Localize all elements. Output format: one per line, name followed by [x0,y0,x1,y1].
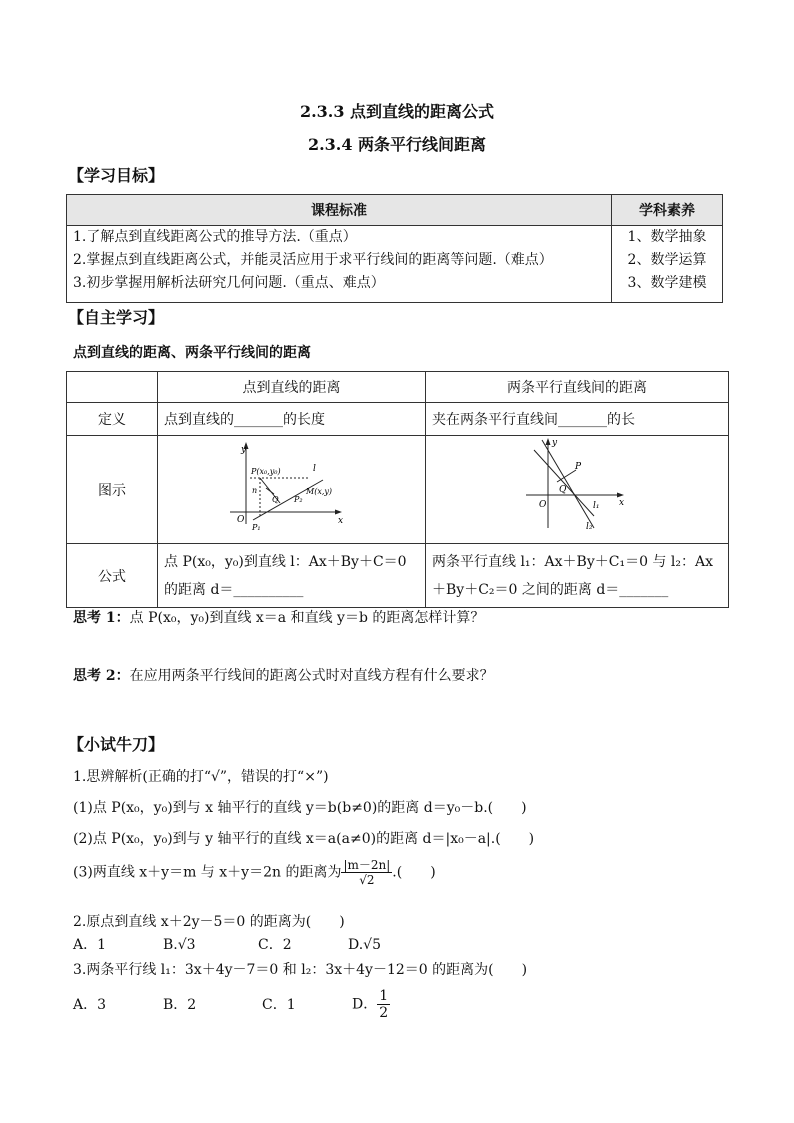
fig1-p-label: P(x₀,y₀) [251,467,281,476]
goal-literacy-3: 3、数学建模 [627,275,707,291]
goal-literacy-1: 1、数学抽象 [627,229,707,245]
fig2-l2-label: l₂ [586,522,593,532]
q3-d-den: 2 [379,1005,389,1021]
fig2-y-label: y [552,438,558,448]
section-self-study: 【自主学习】 [68,308,165,327]
q2-option-b: B.√3 [163,937,196,953]
question-3: 3.两条平行线 l₁：3x＋4y－7＝0 和 l₂：3x＋4y－12＝0 的距离为( ) [73,962,528,978]
question-1: 1.思辨解析(正确的打“√”，错误的打“×”) [73,769,329,785]
goal-table [66,194,723,303]
fig1-y-label: y [241,445,247,455]
compare-table [66,371,729,608]
question-2-options [73,934,381,954]
formula-point-line-2: 的距离 d＝__________ [164,581,304,598]
question-1a: (1)点 P(x₀，y₀)到与 x 轴平行的直线 y＝b(b≠0)的距离 d＝y₀－b.( ) [73,800,527,816]
fig1-q-label: Q [272,495,279,504]
fig2-l1-label: l₁ [593,501,600,511]
think-2-label: 思考 2： [73,668,130,684]
formula-point-line-1: 点 P(x₀，y₀)到直线 l：Ax＋By＋C＝0 [164,553,407,570]
question-1c-num: |m－2n| [343,858,391,872]
fig1-p2-label: P₂ [294,495,303,504]
question-1c-pre: (3)两直线 x＋y＝m 与 x＋y＝2n 的距离为 [73,864,342,881]
q3-option-d: D． [352,996,378,1013]
row-label-formula: 公式 [67,544,158,608]
definition-point: 点到直线的_______的长度 [158,403,426,436]
goal-standard-3: 3.初步掌握用解析法研究几何问题.（重点、难点） [73,275,385,291]
q3-option-a: A．3 [73,996,107,1013]
question-1c-post: .( ) [392,864,436,881]
section-trial: 【小试牛刀】 [68,735,165,754]
fig1-x-label: x [338,516,344,526]
q2-option-d: D.√5 [348,937,382,953]
page-title: 2.3.3 点到直线的距离公式 [299,102,495,121]
formula-parallel [426,544,729,608]
think-2-text: 在应用两条平行线间的距离公式时对直线方程有什么要求？ [129,668,494,684]
fig1-origin-label: O [237,515,245,525]
fig2-q-label: Q [559,485,567,495]
parallel-lines-diagram [426,436,728,539]
question-1c-den: √2 [359,873,375,887]
goal-literacy-2: 2、数学运算 [627,252,707,268]
question-1c [73,858,436,887]
figure-point-line [158,436,426,544]
q3-option-d-fraction [377,988,390,1021]
fig2-origin-label: O [539,500,547,510]
compare-header-parallel: 两条平行直线间的距离 [426,372,729,403]
q2-option-a: A．1 [73,937,107,953]
definition-parallel: 夹在两条平行直线间_______的长 [426,403,729,436]
question-3-options [73,988,390,1021]
goal-standards [67,226,612,303]
question-1c-fraction [341,858,392,887]
fig2-p-label: P [575,462,582,472]
goal-header-literacy: 学科素养 [612,195,723,226]
formula-parallel-2: ＋By＋C₂＝0 之间的距离 d＝_______ [432,581,669,598]
figure-parallel-lines [426,436,729,544]
think-1-text: 点 P(x₀，y₀)到直线 x＝a 和直线 y＝b 的距离怎样计算？ [129,610,485,626]
row-label-definition: 定义 [67,403,158,436]
q3-option-c: C．1 [262,996,296,1013]
q2-option-c: C．2 [258,937,292,953]
row-label-figure: 图示 [67,436,158,544]
goal-literacy [612,226,723,303]
formula-point-line [158,544,426,608]
goal-standard-1: 1.了解点到直线距离公式的推导方法.（重点） [73,229,357,245]
think-1-label: 思考 1： [73,610,130,626]
goal-header-standard: 课程标准 [67,195,612,226]
compare-header-point: 点到直线的距离 [158,372,426,403]
think-1 [73,607,484,627]
fig1-p1-label: P₁ [252,523,261,532]
fig2-x-label: x [619,498,625,508]
fig1-n-label: n [252,486,258,495]
page-subtitle: 2.3.4 两条平行线间距离 [307,135,487,154]
goal-standard-2: 2.掌握点到直线距离公式，并能灵活应用于求平行线间的距离等问题.（难点） [73,252,553,268]
fig1-m-label: M(x,y) [306,487,333,496]
subheading: 点到直线的距离、两条平行线间的距离 [73,345,311,361]
section-goals: 【学习目标】 [68,166,165,185]
question-1b: (2)点 P(x₀，y₀)到与 y 轴平行的直线 x＝a(a≠0)的距离 d＝|x₀－a|.( ) [73,831,535,847]
fig1-l-label: l [313,464,316,474]
question-2: 2.原点到直线 x＋2y－5＝0 的距离为( ) [73,914,345,930]
q3-option-b: B．2 [163,996,197,1013]
formula-parallel-1: 两条平行直线 l₁：Ax＋By＋C₁＝0 与 l₂：Ax [432,553,713,570]
point-line-diagram [158,436,425,539]
q3-d-num: 1 [379,988,389,1004]
think-2 [73,665,494,685]
